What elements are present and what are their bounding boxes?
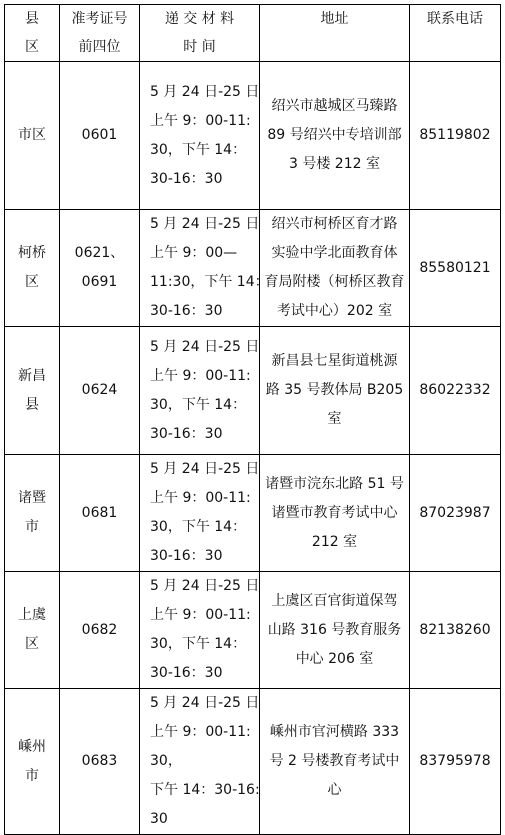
cell-line: 上虞区百官街道保驾 bbox=[271, 592, 398, 609]
cell-line: 柯桥 bbox=[18, 245, 46, 261]
cell-line: 时 间 bbox=[183, 39, 216, 55]
cell-line: 市区 bbox=[18, 127, 46, 143]
cell-line: 86022332 bbox=[419, 382, 491, 398]
county-cell bbox=[5, 689, 60, 835]
cell-line: 212 室 bbox=[311, 533, 358, 550]
cell-line: 30-16：30 bbox=[150, 548, 223, 564]
address-cell bbox=[260, 210, 410, 327]
cell-line: 30，下午 14： bbox=[150, 519, 247, 535]
cell-line: 前四位 bbox=[78, 39, 121, 55]
cell-line: 5 月 24 日-25 日 bbox=[150, 338, 260, 355]
cell-line: 市 bbox=[25, 519, 39, 535]
exam-prefix-cell bbox=[60, 572, 140, 689]
cell-line: 路 35 号教体局 B205 bbox=[265, 382, 404, 398]
cell-line: 上虞 bbox=[18, 607, 46, 623]
cell-line: 区 bbox=[25, 39, 39, 55]
county-cell bbox=[5, 572, 60, 689]
submit-time-cell bbox=[140, 455, 260, 572]
cell-line: 山路 316 号教育服务 bbox=[267, 621, 402, 638]
cell-line: 30，下午 14： bbox=[150, 141, 247, 158]
cell-line: 绍兴市柯桥区育才路 bbox=[271, 216, 398, 232]
cell-line: 5 月 24 日-25 日 bbox=[150, 461, 260, 477]
cell-line: 0601 bbox=[81, 127, 118, 143]
cell-line: 0683 bbox=[81, 753, 118, 769]
cell-line: 83795978 bbox=[419, 753, 491, 769]
cell-line: 30， bbox=[150, 753, 182, 769]
cell-line: 实验中学北面教育体 bbox=[271, 245, 398, 261]
cell-line: 地址 bbox=[320, 11, 349, 27]
exam-prefix-cell bbox=[60, 455, 140, 572]
submit-time-cell bbox=[140, 689, 260, 835]
cell-line: 30-16：30 bbox=[150, 303, 223, 319]
cell-line: 11:30，下午 14： bbox=[150, 274, 269, 290]
exam-prefix-cell bbox=[60, 62, 140, 210]
address-cell bbox=[260, 455, 410, 572]
exam-prefix-cell bbox=[60, 210, 140, 327]
cell-line: 上午 9：00-11: bbox=[150, 607, 251, 623]
county-cell bbox=[5, 455, 60, 572]
cell-line: 30，下午 14： bbox=[150, 396, 247, 413]
address-cell bbox=[260, 62, 410, 210]
county-cell bbox=[5, 327, 60, 455]
cell-line: 绍兴市越城区马臻路 bbox=[271, 98, 398, 114]
cell-line: 30，下午 14： bbox=[150, 636, 247, 652]
cell-line: 30 bbox=[150, 811, 168, 827]
cell-line: 0681 bbox=[81, 504, 118, 521]
cell-line: 嵊州 bbox=[18, 738, 46, 755]
table-row bbox=[5, 62, 501, 210]
cell-line: 新昌 bbox=[18, 367, 46, 384]
table-row bbox=[5, 689, 501, 835]
exam-prefix-cell bbox=[60, 689, 140, 835]
phone-cell bbox=[410, 689, 501, 835]
cell-line: 30-16：30 bbox=[150, 665, 223, 681]
cell-line: 0624 bbox=[81, 382, 118, 398]
cell-line: 联系电话 bbox=[427, 11, 483, 27]
table-row bbox=[5, 455, 501, 572]
cell-line: 诸暨市教育考试中心 bbox=[271, 504, 398, 521]
cell-line: 87023987 bbox=[419, 504, 491, 521]
submit-time-cell bbox=[140, 572, 260, 689]
phone-cell bbox=[410, 572, 501, 689]
cell-line: 上午 9：00— bbox=[150, 245, 238, 261]
cell-line: 5 月 24 日-25 日 bbox=[150, 216, 260, 232]
phone-cell bbox=[410, 62, 501, 210]
table-row bbox=[5, 327, 501, 455]
exam-material-table bbox=[4, 4, 501, 835]
cell-line: 30-16：30 bbox=[150, 425, 223, 442]
cell-line: 诸暨 bbox=[18, 490, 46, 506]
cell-line: 区 bbox=[25, 274, 39, 290]
cell-line: 89 号绍兴中专培训部 bbox=[267, 127, 402, 143]
header-submit-time bbox=[140, 5, 260, 62]
cell-line: 0621、 bbox=[74, 245, 125, 261]
phone-cell bbox=[410, 327, 501, 455]
cell-line: 82138260 bbox=[419, 621, 491, 638]
cell-line: 嵊州市官河横路 333 bbox=[269, 724, 400, 740]
cell-line: 递 交 材 料 bbox=[164, 11, 235, 27]
header-phone bbox=[410, 5, 501, 62]
cell-line: 上午 9：00-11: bbox=[150, 367, 251, 384]
header-county bbox=[5, 5, 60, 62]
submit-time-cell bbox=[140, 327, 260, 455]
cell-line: 新昌县七星街道桃源 bbox=[271, 353, 398, 369]
cell-line: 85580121 bbox=[419, 259, 491, 276]
cell-line: 准考证号 bbox=[71, 11, 128, 27]
address-cell bbox=[260, 572, 410, 689]
cell-line: 5 月 24 日-25 日 bbox=[150, 578, 260, 594]
phone-cell bbox=[410, 210, 501, 327]
cell-line: 区 bbox=[25, 636, 39, 652]
table-row bbox=[5, 210, 501, 327]
cell-line: 诸暨市浣东北路 51 号 bbox=[265, 475, 404, 492]
cell-line: 号 2 号楼教育考试中 bbox=[269, 753, 400, 769]
address-cell bbox=[260, 327, 410, 455]
cell-line: 中心 206 室 bbox=[295, 650, 374, 667]
cell-line: 市 bbox=[25, 767, 39, 784]
cell-line: 上午 9：00-11: bbox=[150, 724, 251, 740]
submit-time-cell bbox=[140, 62, 260, 210]
header-row bbox=[5, 5, 501, 62]
cell-line: 0691 bbox=[81, 274, 118, 290]
cell-line: 3 号楼 212 室 bbox=[289, 156, 380, 172]
county-cell bbox=[5, 62, 60, 210]
cell-line: 育局附楼（柯桥区教育 bbox=[264, 274, 405, 290]
header-exam-prefix bbox=[60, 5, 140, 62]
cell-line: 0682 bbox=[81, 621, 118, 638]
cell-line: 室 bbox=[327, 411, 342, 427]
address-cell bbox=[260, 689, 410, 835]
header-address bbox=[260, 5, 410, 62]
cell-line: 县 bbox=[25, 11, 39, 27]
cell-line: 心 bbox=[327, 782, 342, 798]
cell-line: 上午 9：00-11: bbox=[150, 490, 251, 506]
phone-cell bbox=[410, 455, 501, 572]
table-row bbox=[5, 572, 501, 689]
exam-prefix-cell bbox=[60, 327, 140, 455]
cell-line: 5 月 24 日-25 日 bbox=[150, 83, 260, 100]
cell-line: 5 月 24 日-25 日 bbox=[150, 695, 260, 711]
cell-line: 考试中心）202 室 bbox=[276, 303, 393, 319]
cell-line: 下午 14：30-16: bbox=[150, 782, 260, 798]
cell-line: 上午 9：00-11: bbox=[150, 112, 251, 129]
cell-line: 县 bbox=[25, 396, 39, 413]
cell-line: 30-16：30 bbox=[150, 170, 223, 187]
cell-line: 85119802 bbox=[419, 127, 491, 143]
submit-time-cell bbox=[140, 210, 269, 327]
county-cell bbox=[5, 210, 60, 327]
